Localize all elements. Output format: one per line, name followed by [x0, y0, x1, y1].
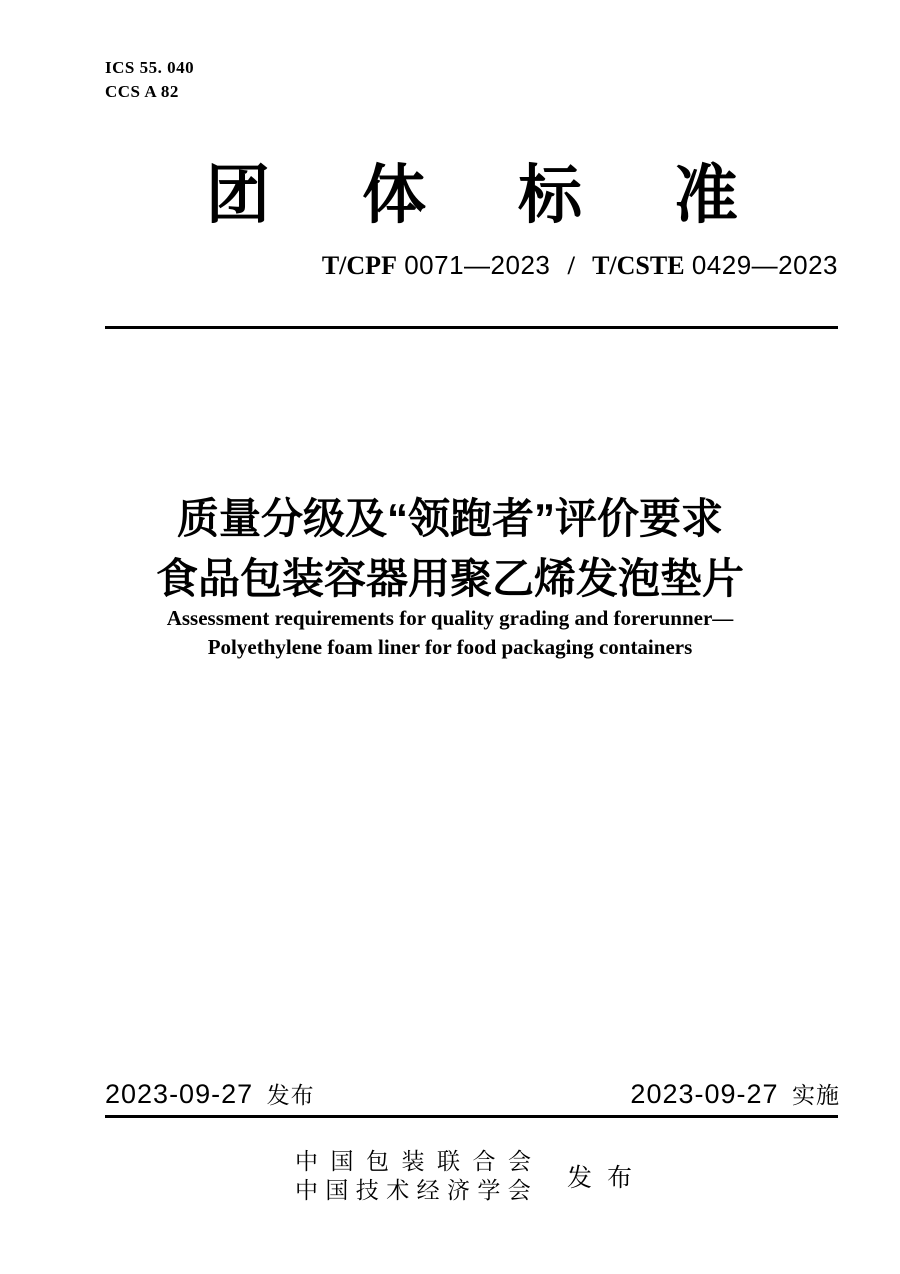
classification-codes — [105, 56, 194, 104]
title-chinese-line2: 食品包装容器用聚乙烯发泡垫片 — [155, 555, 744, 602]
publisher-2: 中国技术经济学会 — [295, 1177, 539, 1203]
issue-date-group — [105, 1077, 315, 1110]
publisher-1: 中国包装联合会 — [295, 1148, 544, 1174]
standard-code-separator: / — [567, 251, 575, 280]
title-chinese-line1: 质量分级及“领跑者”评价要求 — [176, 495, 723, 542]
title-english-line2: Polyethylene foam liner for food packaging containers — [207, 635, 693, 659]
title-english-line1: Assessment requirements for quality grading and forerunner— — [166, 606, 734, 630]
publisher-names — [295, 1147, 544, 1205]
date-row — [105, 1077, 840, 1110]
standard-code-1-prefix: T/CPF — [321, 251, 397, 280]
standard-code-2-prefix: T/CSTE — [592, 251, 685, 280]
publisher-block — [295, 1147, 647, 1205]
implement-date: 2023-09-27 — [630, 1079, 779, 1109]
document-type-heading: 团体标准 — [206, 159, 830, 231]
standard-code-2-number: 0429—2023 — [691, 250, 838, 280]
standard-code-1-number: 0071—2023 — [404, 250, 551, 280]
issue-date-label: 发布 — [266, 1082, 315, 1108]
top-divider-rule — [105, 326, 838, 329]
ccs-code: CCS A 82 — [105, 82, 179, 101]
title-chinese — [0, 489, 900, 609]
issue-date: 2023-09-27 — [105, 1079, 254, 1109]
bottom-divider-rule — [105, 1115, 838, 1118]
publish-label: 发布 — [567, 1164, 648, 1192]
implement-date-label: 实施 — [792, 1082, 840, 1108]
title-english — [0, 604, 900, 662]
standard-number-line — [322, 250, 838, 281]
implement-date-group — [630, 1077, 840, 1110]
ics-code: ICS 55. 040 — [105, 58, 195, 77]
